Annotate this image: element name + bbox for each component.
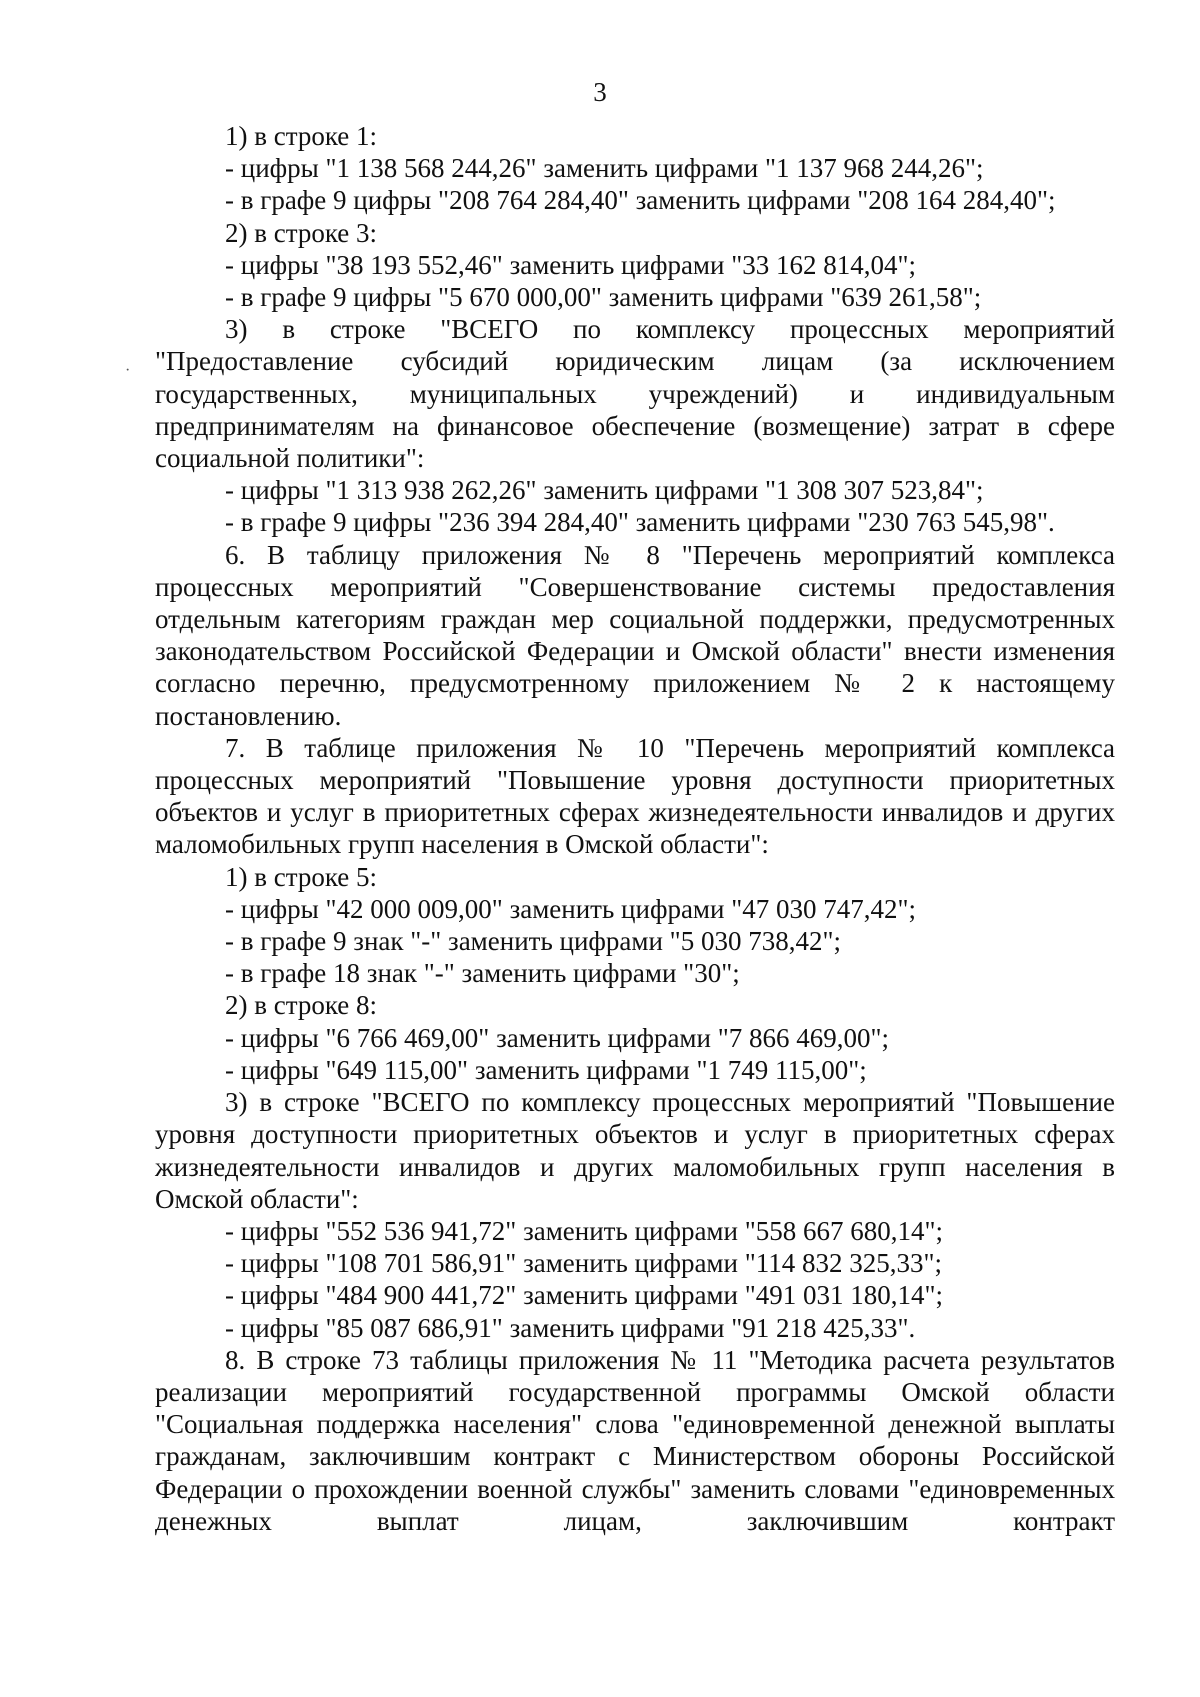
text-line: - цифры "85 087 686,91" заменить цифрами "91 218 425,33". <box>225 1312 916 1343</box>
paragraph: 6. В таблицу приложения № 8 "Перечень мероприятий комплекса процессных мероприятий "Совершенствование системы предоставления отдельным категориям граждан мер социальной поддержки, предусмотренных законодательством Российской Федерации и Омской области" внести изменения согласно перечню, предусмотренному приложением № 2 к настоящему постановлению. <box>155 539 1115 731</box>
text-line: - в графе 9 цифры "236 394 284,40" заменить цифрами "230 763 545,98". <box>225 507 1055 538</box>
text-line: - цифры "649 115,00" заменить цифрами "1 749 115,00"; <box>225 1054 867 1085</box>
paragraph: 8. В строке 73 таблицы приложения № 11 "Методика расчета результатов реализации мероприятий государственной программы Омской области "Социальная поддержка населения" слова "единовременной денежной выплаты гражданам, заключившим контракт с Министерством обороны Российской Федерации о прохождении военной службы" заменить словами "единовременных денежных выплат лицам, заключившим контракт <box>155 1344 1115 1536</box>
text-line: - цифры "38 193 552,46" заменить цифрами "33 162 814,04"; <box>225 249 917 280</box>
page-number: 3 <box>593 77 607 107</box>
text-line: - цифры "1 313 938 262,26" заменить цифрами "1 308 307 523,84"; <box>225 475 984 506</box>
margin-mark: · <box>125 362 131 379</box>
text-line: - цифры "484 900 441,72" заменить цифрами "491 031 180,14"; <box>225 1280 944 1311</box>
text-line: 2) в строке 3: <box>225 217 378 248</box>
text-line: 1) в строке 5: <box>225 861 378 892</box>
text-line: - цифры "1 138 568 244,26" заменить цифрами "1 137 968 244,26"; <box>225 153 984 184</box>
paragraph: 3) в строке "ВСЕГО по комплексу процессных мероприятий "Повышение уровня доступности приоритетных объектов и услуг в приоритетных сферах жизнедеятельности инвалидов и других маломобильных групп населения в Омской области": <box>155 1087 1115 1214</box>
paragraph: 7. В таблице приложения № 10 "Перечень мероприятий комплекса процессных мероприятий "Повышение уровня доступности приоритетных объектов и услуг в приоритетных сферах жизнедеятельности инвалидов и других маломобильных групп населения в Омской области": <box>155 732 1115 860</box>
text-line: - в графе 9 цифры "208 764 284,40" заменить цифрами "208 164 284,40"; <box>225 185 1056 216</box>
text-line: - цифры "552 536 941,72" заменить цифрами "558 667 680,14"; <box>225 1215 944 1246</box>
text-line: 2) в строке 8: <box>225 990 378 1021</box>
paragraph: 3) в строке "ВСЕГО по комплексу процессных мероприятий "Предоставление субсидий юридическим лицам (за исключением государственных, муниципальных учреждений) и индивидуальным предпринимателям на финансовое обеспечение (возмещение) затрат в сфере социальной политики": <box>155 314 1115 474</box>
text-line: 1) в строке 1: <box>225 121 378 151</box>
text-line: - цифры "108 701 586,91" заменить цифрами "114 832 325,33"; <box>225 1248 943 1279</box>
text-line: - в графе 9 цифры "5 670 000,00" заменить цифрами "639 261,58"; <box>225 282 982 313</box>
text-line: - в графе 18 знак "-" заменить цифрами "30"; <box>225 958 740 989</box>
text-line: - цифры "6 766 469,00" заменить цифрами "7 866 469,00"; <box>225 1022 890 1053</box>
text-line: - цифры "42 000 009,00" заменить цифрами "47 030 747,42"; <box>225 893 917 924</box>
text-line: - в графе 9 знак "-" заменить цифрами "5 030 738,42"; <box>225 926 841 957</box>
document-body <box>155 120 1115 1537</box>
